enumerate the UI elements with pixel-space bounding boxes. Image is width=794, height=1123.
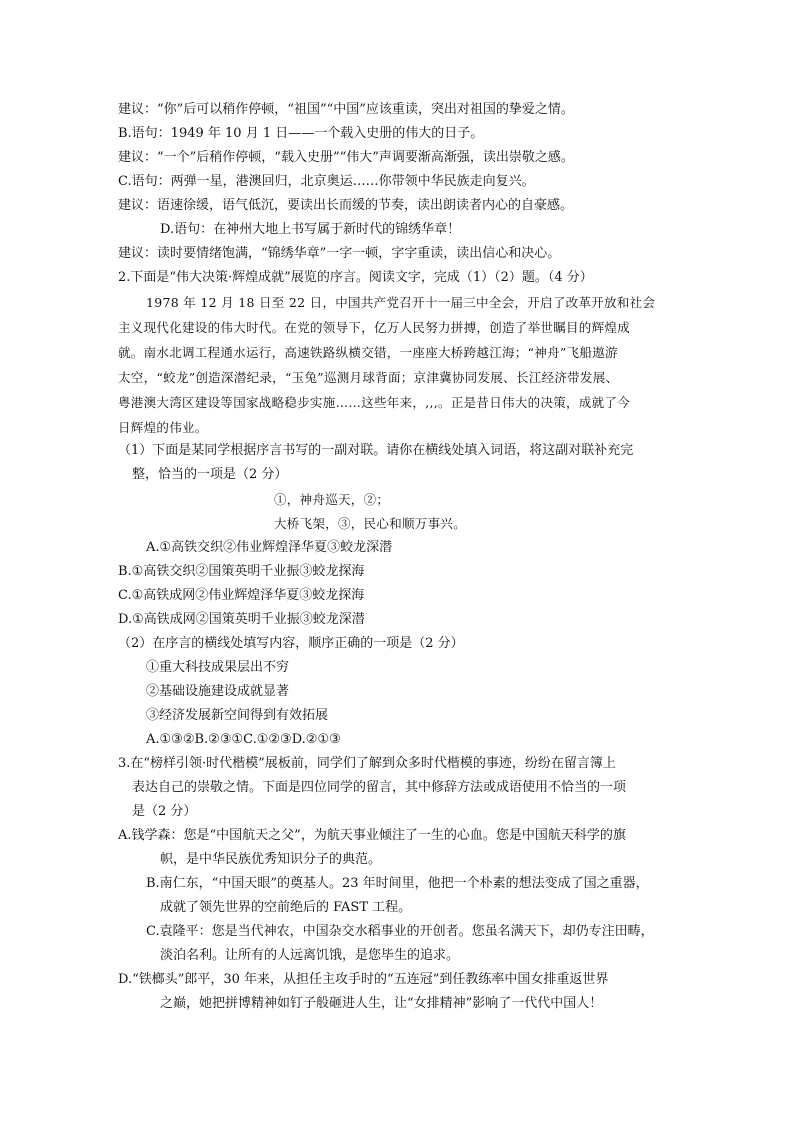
passage-line: 主义现代化建设的伟大时代。在党的领导下，亿万人民努力拼搏，创造了举世瞩目的辉煌成 — [118, 320, 631, 335]
text-line: 建议：“你”后可以稍作停顿，“祖国”“中国”应该重读，突出对祖国的挚爱之情。 — [118, 102, 574, 117]
option-a: A.钱学森：您是“中国航天之父”，为航天事业倾注了一生的心血。您是中国航天科学的旗 — [118, 828, 626, 843]
passage-line: 粤港澳大湾区建设等国家战略稳步实施……这些年来，,,,。正是昔日伟大的决策，成就了今 — [118, 395, 631, 410]
list-item: ①重大科技成果层出不穷 — [146, 660, 290, 675]
passage-line: 日辉煌的伟业。 — [118, 420, 208, 435]
passage-line: 太空，“蛟龙”创造深潜纪录，“玉兔”巡测月球背面；京津冀协同发展、长江经济带发展、 — [118, 370, 619, 385]
option-c: C.袁隆平：您是当代神农，中国杂交水稻事业的开创者。您虽名满天下，却仍专注田畴， — [146, 924, 654, 939]
text-line: 是（2 分） — [132, 804, 197, 819]
text-line: （2）在序言的横线处填写内容，顺序正确的一项是（2 分） — [118, 636, 464, 651]
option-c: C.①高铁成网②伟业辉煌泽华夏③蛟龙探海 — [118, 588, 365, 603]
text-line: 淡泊名利。让所有的人远离饥饿，是您毕生的追求。 — [160, 948, 460, 963]
text-line: D.语句：在神州大地上书写属于新时代的锦绣华章！ — [160, 222, 461, 237]
text-line: 建议：读时要情绪饱满，“锦绣华章”一字一顿，字字重读，读出信心和决心。 — [118, 246, 561, 261]
passage-line: 1978 年 12 月 18 日至 22 日，中国共产党召开十一届三中全会，开启了改革开放和社会 — [146, 295, 656, 310]
text-line: C.语句：两弹一星，港澳回归，北京奥运……你带领中华民族走向复兴。 — [118, 174, 535, 189]
question-heading: 2.下面是“伟大决策·辉煌成就”展览的序言。阅读文字，完成（1）（2）题。（4 分） — [118, 270, 593, 285]
text-line: 成就了领先世界的空前绝后的 FAST 工程。 — [160, 900, 412, 915]
text-line: 整，恰当的一项是（2 分） — [132, 467, 288, 482]
text-line: 之巅，她把拼博精神如钉子般砸进人生，让“女排精神”影响了一代代中国人！ — [160, 996, 603, 1011]
couplet-line: ①，神舟巡天，②； — [274, 492, 390, 507]
couplet-line: 大桥飞架，③，民心和顺万事兴。 — [274, 516, 467, 531]
list-item: ③经济发展新空间得到有效拓展 — [146, 708, 329, 723]
text-line: 建议：语速徐缓，语气低沉，要读出长而缓的节奏，读出朗读者内心的自豪感。 — [118, 198, 574, 213]
text-line: （1）下面是某同学根据序言书写的一副对联。请你在横线处填入词语，将这副对联补充完 — [118, 443, 634, 458]
text-line: B.语句：1949 年 10 月 1 日——一个载入史册的伟大的日子。 — [118, 126, 484, 141]
option-a: A.①高铁交织②伟业辉煌泽华夏③蛟龙深潜 — [146, 540, 393, 555]
text-line: 表达自己的崇敬之情。下面是四位同学的留言，其中修辞方法或成语使用不恰当的一项 — [132, 780, 627, 795]
text-line: 帜，是中华民族优秀知识分子的典范。 — [160, 852, 382, 867]
passage-line: 就。南水北调工程通水运行，高速铁路纵横交错，一座座大桥跨越江海；“神舟”飞船遨游 — [118, 345, 618, 360]
option-b: B.①高铁交织②国策英明千业振③蛟龙探海 — [118, 564, 365, 579]
text-line: 建议：“一个”后稍作停顿，“载入史册”“伟大”声调要渐高渐强，读出崇敬之感。 — [118, 150, 574, 165]
option-d: D.①高铁成网②国策英明千业振③蛟龙深潜 — [118, 612, 365, 627]
options-line: A.①③②B.②③①C.①②③D.②①③ — [146, 732, 341, 747]
list-item: ②基础设施建设成就显著 — [146, 684, 290, 699]
question-heading: 3.在“榜样引领·时代楷模”展板前，同学们了解到众多时代楷模的事迹，纷纷在留言簿上 — [118, 756, 616, 771]
option-d: D.“铁榔头”郎平，30 年来，从担任主攻手时的“五连冠”到任教练率中国女排重返世界 — [118, 972, 609, 987]
option-b: B.南仁东，“中国天眼”的奠基人。23 年时间里，他把一个朴素的想法变成了国之重器， — [146, 876, 649, 891]
